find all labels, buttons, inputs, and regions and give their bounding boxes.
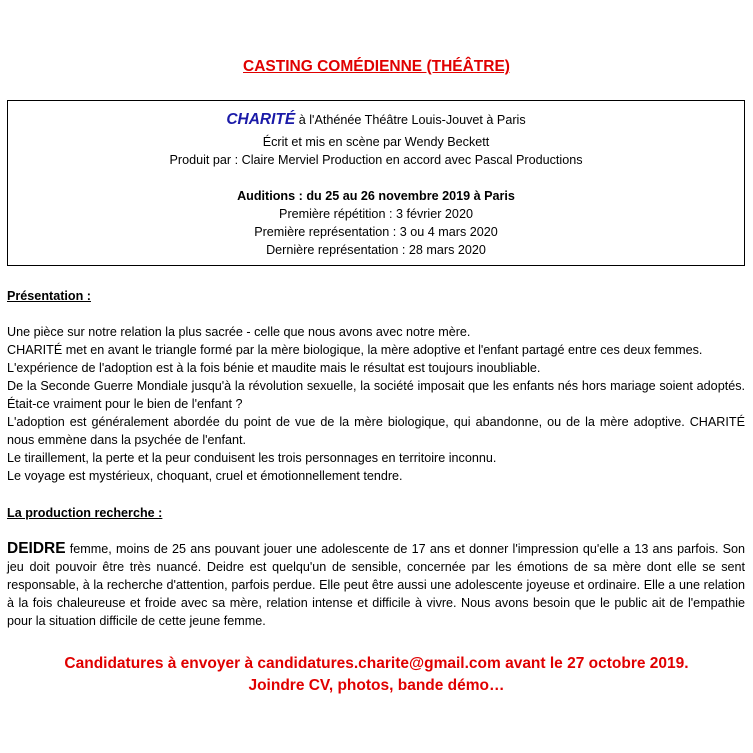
venue-text: à l'Athénée Théâtre Louis-Jouvet à Paris xyxy=(295,113,526,127)
production-info-box xyxy=(7,100,745,266)
presentation-line: Le voyage est mystérieux, choquant, cruel et émotionnellement tendre. xyxy=(7,469,403,483)
application-email: candidatures.charite@gmail.com xyxy=(257,655,501,672)
produced-by: Produit par : Claire Merviel Production en accord avec Pascal Productions xyxy=(169,153,583,167)
page-title: CASTING COMÉDIENNE (THÉÂTRE) xyxy=(243,58,510,75)
presentation-line: Le tiraillement, la perte et la peur conduisent les trois personnages en territoire inconnu. xyxy=(7,451,497,465)
play-title: CHARITÉ xyxy=(226,111,296,128)
role-paragraph xyxy=(7,540,745,630)
application-deadline: avant le 27 octobre 2019. xyxy=(500,655,689,672)
play-title-line xyxy=(8,111,744,129)
application-line xyxy=(0,653,753,675)
presentation-line: CHARITÉ met en avant le triangle formé par la mère biologique, la mère adoptive et l'enfant partagé entre ces deux femmes. xyxy=(7,343,703,357)
production-heading: La production recherche : xyxy=(7,506,163,520)
role-description-block xyxy=(7,540,745,630)
application-instructions xyxy=(0,653,753,697)
auditions-dates: Auditions : du 25 au 26 novembre 2019 à Paris xyxy=(237,189,515,203)
first-performance: Première représentation : 3 ou 4 mars 2020 xyxy=(254,225,498,239)
written-by: Écrit et mis en scène par Wendy Beckett xyxy=(262,135,490,149)
attachments-line: Joindre CV, photos, bande démo… xyxy=(248,677,505,694)
presentation-line: L'expérience de l'adoption est à la fois bénie et maudite mais le résultat est toujours inoubliable. xyxy=(7,361,541,375)
first-rehearsal: Première répétition : 3 février 2020 xyxy=(279,207,473,221)
presentation-text xyxy=(7,323,745,485)
presentation-line: Une pièce sur notre relation la plus sacrée - celle que nous avons avec notre mère. xyxy=(7,325,471,339)
presentation-line: L'adoption est généralement abordée du point de vue de la mère biologique, qui abandonne, ou de la mère adoptive. CHARITÉ nous emmène dans la psychée de l'enfant. xyxy=(7,415,745,447)
presentation-line: De la Seconde Guerre Mondiale jusqu'à la révolution sexuelle, la société imposait que les enfants nés hors mariage soient adoptés. Était-ce vraiment pour le bien de l'enfant ? xyxy=(7,379,745,411)
role-description: femme, moins de 25 ans pouvant jouer une adolescente de 17 ans et donner l'impression qu'elle a 13 ans parfois. Son jeu doit pouvoir être très nuancé. Deidre est quelqu'un de sensible, concernée par les émotions de sa mère dont elle se sent responsable, à la recherche d'attention, parfois perdue. Elle peut être aussi une adolescente joyeuse et ordinaire. Elle a une relation à la fois chaleureuse et froide avec sa mère, relation intense et difficile à vivre. Nous avons besoin que le public ait de l'empathie pour la situation difficile de cette jeune femme. xyxy=(7,542,745,628)
presentation-heading: Présentation : xyxy=(7,289,91,303)
role-name: DEIDRE xyxy=(7,540,66,557)
last-performance: Dernière représentation : 28 mars 2020 xyxy=(266,243,486,257)
application-prefix: Candidatures à envoyer à xyxy=(64,655,258,672)
